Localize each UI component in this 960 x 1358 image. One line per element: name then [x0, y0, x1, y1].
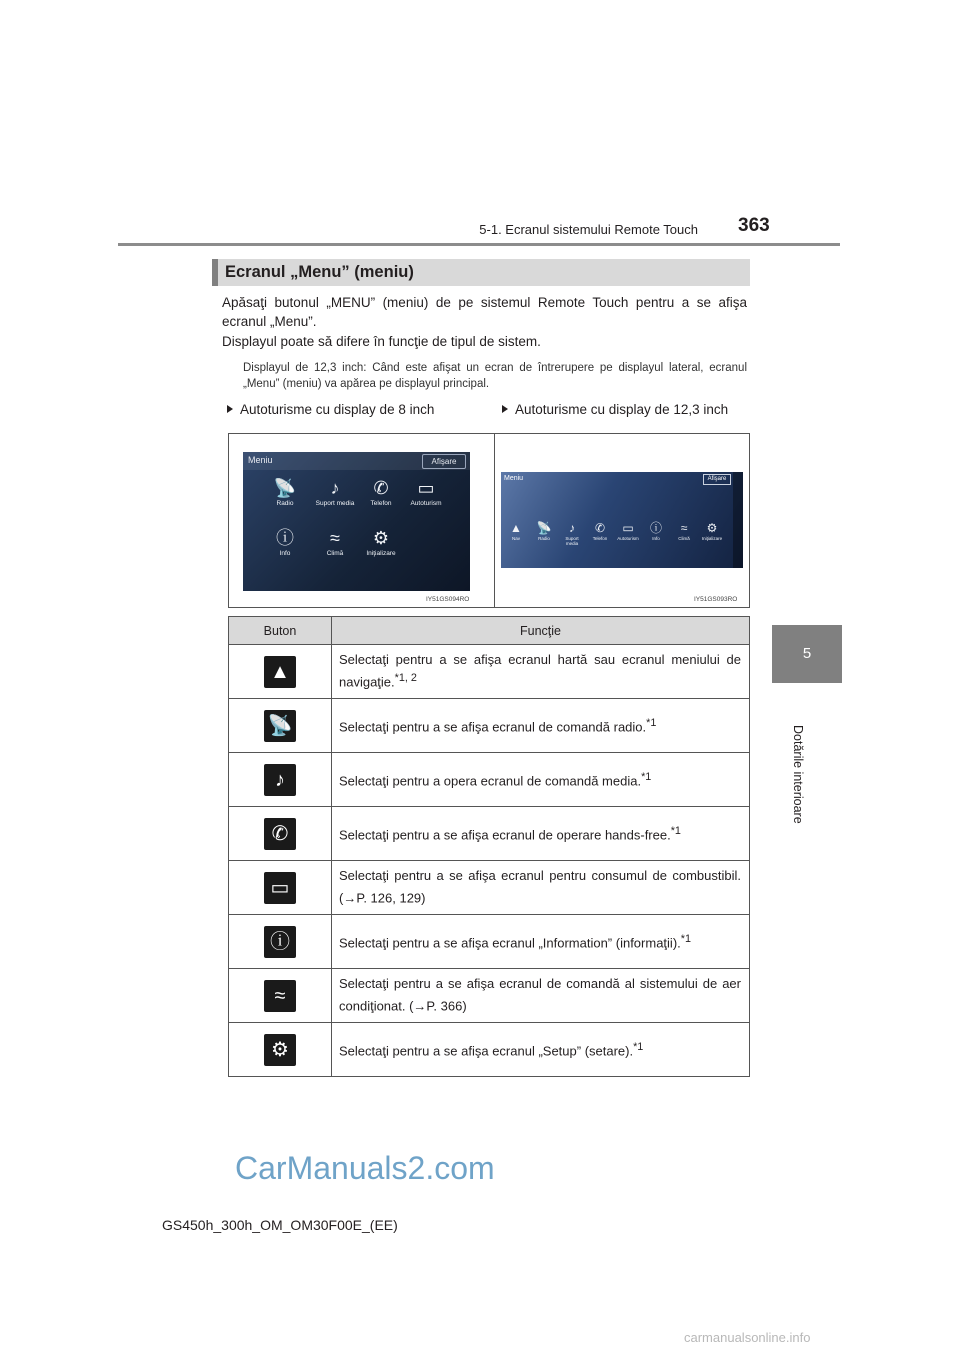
- header-section-title: 5-1. Ecranul sistemului Remote Touch: [479, 222, 698, 237]
- setup-icon: ⚙: [264, 1034, 296, 1066]
- menu12-info: [643, 520, 669, 541]
- phone-icon: ✆: [264, 818, 296, 850]
- menu8-info: [263, 526, 307, 570]
- menu8-info-label: Info: [279, 550, 291, 557]
- music-note-icon: ♪: [264, 764, 296, 796]
- image-code-8: IY51GS094RO: [426, 596, 470, 603]
- info-icon: ⓘ: [264, 926, 296, 958]
- footnote-ref: *1: [670, 825, 681, 838]
- watermark-carmanualsonline: carmanualsonline.info: [684, 1330, 811, 1345]
- display-note-paragraph: Displayul poate să difere în funcţie de tipul de sistem.: [222, 334, 541, 349]
- menu8-setup-label: Iniţializare: [366, 550, 396, 557]
- climate-icon: ≈: [330, 528, 340, 548]
- menu8-phone-label: Telefon: [370, 500, 392, 507]
- footnote-ref: *1: [641, 771, 652, 784]
- function-text: Selectaţi pentru a se afişa ecranul „Information” (informaţii).: [339, 935, 681, 951]
- navigation-icon: ▲: [510, 521, 522, 535]
- menu-screen-12-inch: [501, 472, 743, 568]
- navigation-icon: ▲: [264, 656, 296, 688]
- table-row: [229, 861, 750, 915]
- car-icon: ▭: [417, 478, 435, 498]
- section-heading-bar: [212, 259, 750, 286]
- menu12-phone: [587, 520, 613, 541]
- music-note-icon: ♪: [569, 521, 575, 535]
- section-heading-accent: [212, 259, 218, 286]
- function-text: Selectaţi pentru a se afişa ecranul „Setup” (setare).: [339, 1043, 634, 1059]
- screenshots-box: [228, 433, 750, 608]
- side-rail: [733, 472, 743, 568]
- table-header-row: [229, 617, 750, 645]
- menu12-radio: [531, 520, 557, 541]
- menu-screen-8-inch: [243, 452, 470, 591]
- radio-tower-icon: 📡: [273, 478, 297, 498]
- chapter-label: Dotările interioare: [791, 725, 805, 824]
- music-note-icon: ♪: [330, 478, 340, 498]
- menu-title: Meniu: [504, 475, 524, 482]
- menu8-media: [313, 476, 357, 520]
- menu12-climate: [671, 520, 697, 541]
- function-text: Selectaţi pentru a se afişa ecranul de comandă radio.: [339, 719, 647, 735]
- menu12-media: [559, 520, 585, 546]
- menu12-phone-label: Telefon: [592, 536, 608, 541]
- radio-tower-icon: 📡: [536, 521, 552, 535]
- table-row: [229, 969, 750, 1023]
- triangle-bullet-icon: [227, 405, 233, 413]
- info-icon: ⓘ: [649, 521, 662, 535]
- car-icon: ▭: [264, 872, 296, 904]
- screenshots-divider: [494, 434, 495, 607]
- phone-icon: ✆: [594, 521, 606, 535]
- menu12-nav-label: Nav: [511, 536, 520, 541]
- menu12-media-label: Suport media: [565, 536, 579, 546]
- footnote-ref: *1: [646, 717, 657, 730]
- function-text: Selectaţi pentru a se afişa ecranul pentru consumul de combustibil. (→P. 126, 129): [339, 868, 741, 906]
- menu12-setup-label: Iniţializare: [701, 536, 723, 541]
- button-function-table: [228, 616, 750, 1077]
- menu12-car: [615, 520, 641, 541]
- table-row: [229, 699, 750, 753]
- footnote-ref: *1: [633, 1041, 644, 1054]
- menu8-setup: [359, 526, 403, 570]
- table-header-function: Funcţie: [332, 617, 750, 645]
- footnote-ref: *1, 2: [394, 672, 417, 685]
- subheading-12-inch: [502, 402, 728, 417]
- chapter-tab: 5: [772, 625, 842, 683]
- menu8-radio-label: Radio: [276, 500, 294, 507]
- display-button: Afişare: [703, 474, 731, 485]
- function-text: Selectaţi pentru a se afişa ecranul hartă sau ecranul meniului de navigaţie.: [339, 652, 741, 690]
- table-row: [229, 807, 750, 861]
- menu12-nav: [503, 520, 529, 541]
- table-header-button: Buton: [229, 617, 332, 645]
- header-rule: [118, 243, 840, 246]
- setup-icon: ⚙: [372, 528, 390, 548]
- radio-tower-icon: 📡: [264, 710, 296, 742]
- function-text: Selectaţi pentru a se afişa ecranul de comandă al sistemului de aer condiţionat. (→P. 366): [339, 976, 741, 1014]
- menu12-setup: [699, 520, 725, 541]
- subheading-8-inch: [227, 402, 434, 417]
- menu12-radio-label: Radio: [538, 536, 550, 541]
- menu8-media-label: Suport media: [315, 500, 355, 507]
- page-number: 363: [738, 215, 770, 236]
- display-button: Afişare: [422, 454, 466, 469]
- menu8-climate: [313, 526, 357, 570]
- climate-icon: ≈: [680, 521, 688, 535]
- menu8-radio: [263, 476, 307, 520]
- table-row: [229, 915, 750, 969]
- setup-icon: ⚙: [706, 521, 718, 535]
- info-icon: ⓘ: [276, 528, 294, 548]
- menu8-phone: [359, 476, 403, 520]
- footer-document-code: GS450h_300h_OM_OM30F00E_(EE): [162, 1217, 398, 1233]
- subheading-8-inch-text: Autoturisme cu display de 8 inch: [240, 402, 435, 417]
- menu8-car-label: Autoturism: [410, 500, 442, 507]
- footnote-ref: *1: [680, 933, 692, 946]
- menu12-info-label: Info: [652, 536, 660, 541]
- intro-paragraph: Apăsaţi butonul „MENU” (meniu) de pe sistemul Remote Touch pentru a se afişa ecranul „Menu”.: [222, 295, 747, 329]
- table-row: [229, 645, 750, 699]
- watermark-carmanuals2: CarManuals2.com: [235, 1150, 495, 1186]
- triangle-bullet-icon: [502, 405, 508, 413]
- menu12-car-label: Autoturism: [617, 536, 639, 541]
- subheading-12-inch-text: Autoturisme cu display de 12,3 inch: [515, 402, 729, 417]
- display-12-note: Displayul de 12,3 inch: Când este afişat un ecran de întrerupere pe displayul lateral, ecranul „Menu” (meniu) va apărea pe displayul principal.: [243, 362, 747, 390]
- menu8-climate-label: Climă: [326, 550, 344, 557]
- menu12-climate-label: Climă: [678, 536, 690, 541]
- section-title: Ecranul „Menu” (meniu): [225, 263, 414, 281]
- climate-icon: ≈: [264, 980, 296, 1012]
- table-row: [229, 753, 750, 807]
- function-text: Selectaţi pentru a se afişa ecranul de operare hands-free.: [339, 827, 671, 843]
- menu-title: Meniu: [248, 455, 273, 465]
- phone-icon: ✆: [373, 478, 389, 498]
- car-icon: ▭: [622, 521, 634, 535]
- table-row: [229, 1023, 750, 1077]
- function-text: Selectaţi pentru a opera ecranul de comandă media.: [339, 773, 642, 789]
- menu8-car: [404, 476, 448, 520]
- image-code-12: IY51GS093RO: [694, 596, 738, 603]
